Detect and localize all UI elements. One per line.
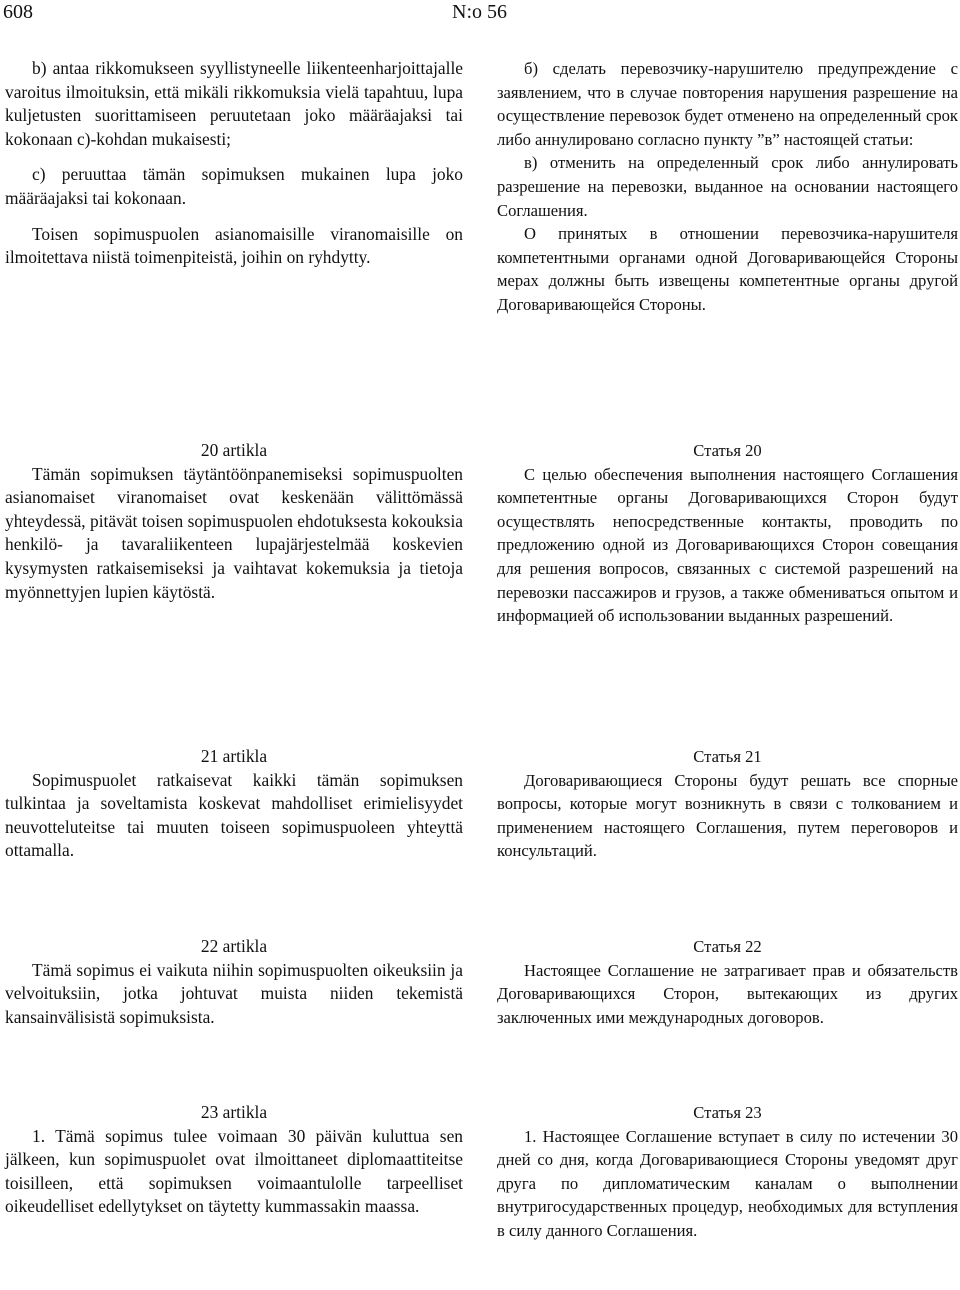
- fi-article-20: [5, 439, 463, 604]
- fi-article-23-text: 1. Tämä sopimus tulee voimaan 30 päivän kuluttua sen jälkeen, kun sopimuspuolet ovat ilmoittaneet diplomaattiteitse toisilleen, että sopimuksen voimaantulolle tarpeelliset oikeudelliset edellytykset on täytetty kummassakin maassa.: [5, 1125, 463, 1217]
- fi-article-22-text: Tämä sopimus ei vaikuta niihin sopimuspuolten oikeuksiin ja velvoituksiin, jotka johtuvat muista niiden tekemistä kansainvälisistä sopimuksista.: [5, 959, 463, 1027]
- ru-article-21-text: Договаривающиеся Стороны будут решать все спорные вопросы, которые могут возникнуть в связи с толкованием и применением настоящего Соглашения, путем переговоров и консультаций.: [497, 770, 958, 861]
- ru-article-20-title: Статья 20: [693, 441, 762, 460]
- fi-article-21-title: 21 artikla: [200, 746, 268, 766]
- ru-paragraph-notice: О принятых в отношении перевозчика-нарушителя компетентными органами одной Договаривающейся Стороны мерах должны быть извещены компетентные органы другой Договаривающейся Стороны.: [497, 224, 958, 314]
- ru-article-23-text: 1. Настоящее Соглашение вступает в силу по истечении 30 дней со дня, когда Договаривающиеся Стороны уведомят друг друга по дипломатическим каналам о выполнении внутригосударственных процедур, необходимых для вступления в силу данного Соглашения.: [497, 1126, 958, 1240]
- issue-number: N:o 56: [452, 1, 507, 23]
- ru-article-22: [497, 935, 958, 1029]
- ru-article-23-title: Статья 23: [693, 1103, 762, 1122]
- fi-paragraph-b: b) antaa rikkomukseen syyllistyneelle liikenteenharjoittajalle varoitus ilmoituksin, että mikäli rikkomuksia vielä tapahtuu, lupa kuljetusten suorittamiseen peruutetaan joko määräajaksi tai kokonaan c)-kohdan mukaisesti;: [5, 58, 463, 149]
- fi-intro-section: [5, 57, 463, 270]
- fi-article-21-text: Sopimuspuolet ratkaisevat kaikki tämän sopimuksen tulkintaa ja soveltamista koskevat mahdolliset erimielisyydet neuvotteluteitse tai muuten toiseen sopimuspuoleen yhteyttä ottamalla.: [5, 769, 463, 861]
- ru-paragraph-v: в) отменить на определенный срок либо аннулировать разрешение на перевозки, выданное на основании настоящего Соглашения.: [497, 153, 958, 220]
- fi-paragraph-notice: Toisen sopimuspuolen asianomaisille viranomaisille on ilmoitettava niistä toimenpiteistä, joihin on ryhdytty.: [5, 223, 463, 268]
- ru-article-21-title: Статья 21: [693, 747, 762, 766]
- ru-article-20-text: С целью обеспечения выполнения настоящего Соглашения компетентные органы Договаривающихся Сторон будут осуществлять непосредственные контакты, проводить по предложению одной из Договаривающихся Сторон совещания для решения вопросов, связанных с системой разрешений на перевозки пассажиров и грузов, а также обмениваться опытом и информацией об использовании выданных разрешений.: [497, 464, 958, 626]
- fi-article-20-title: 20 artikla: [200, 440, 268, 460]
- ru-article-22-title: Статья 22: [693, 937, 762, 956]
- fi-article-20-text: Tämän sopimuksen täytäntöönpanemiseksi sopimuspuolten asianomaiset viranomaiset ovat keskenään välittömässä yhteydessä, pitävät toisen sopimuspuolen ehdotuksesta kokouksia henkilö- ja tavaraliikenteen lupajärjestelmää koskevien kysymysten ratkaisemiseksi ja vaihtavat kokemuksia ja tietoja myönnettyjen lupien käytöstä.: [5, 463, 463, 602]
- fi-article-23-title: 23 artikla: [200, 1102, 268, 1122]
- ru-article-23: [497, 1101, 958, 1243]
- fi-article-22-title: 22 artikla: [200, 936, 268, 956]
- fi-article-22: [5, 935, 463, 1029]
- ru-article-22-text: Настоящее Соглашение не затрагивает прав и обязательств Договаривающихся Сторон, вытекающих из других заключенных ими международных договоров.: [497, 960, 958, 1027]
- ru-paragraph-b: б) сделать перевозчику-нарушителю предупреждение с заявлением, что в случае повторения нарушения разрешение на осуществление перевозок будет отменено на определенный срок либо аннулировано согласно пункту ”в” настоящей статьи:: [497, 59, 958, 149]
- ru-intro-section: [497, 57, 958, 317]
- fi-article-21: [5, 745, 463, 863]
- page-number: 608: [3, 1, 33, 23]
- ru-article-20: [497, 439, 958, 628]
- fi-article-23: [5, 1101, 463, 1219]
- fi-paragraph-c: c) peruuttaa tämän sopimuksen mukainen lupa joko määräajaksi tai kokonaan.: [5, 164, 463, 208]
- ru-article-21: [497, 745, 958, 863]
